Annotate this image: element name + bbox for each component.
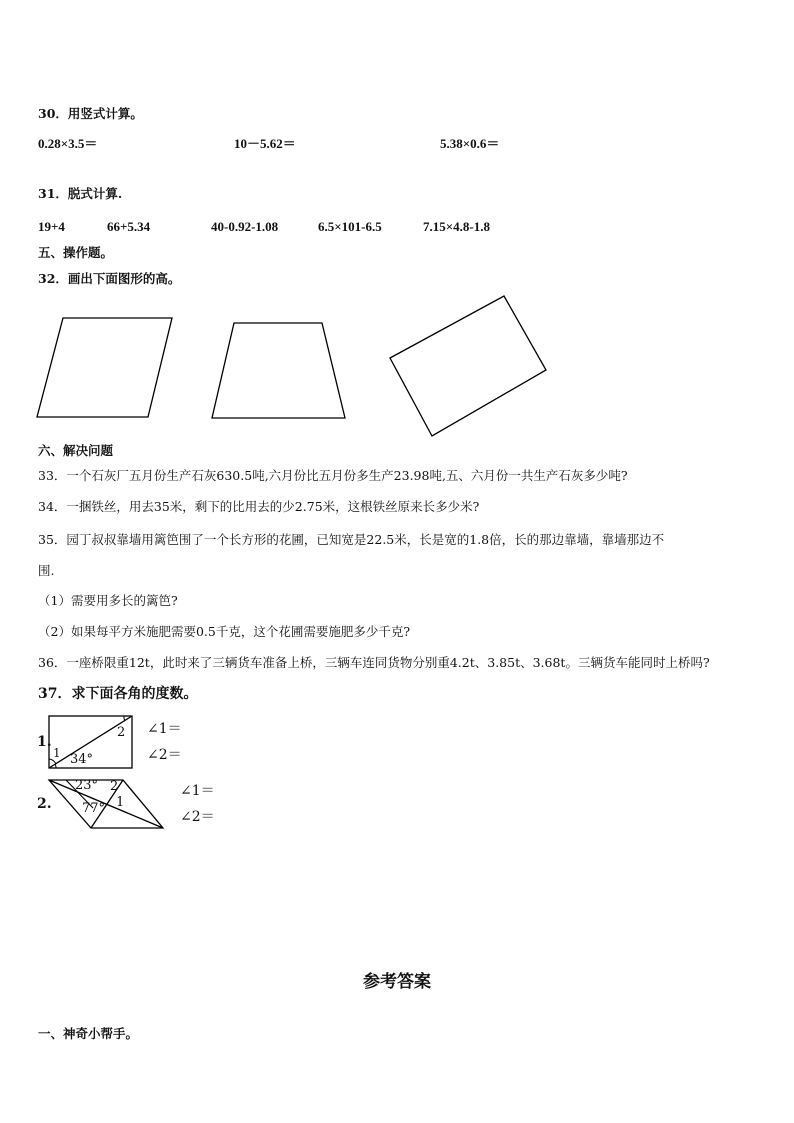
fig2-angle-23: 23° [75,778,99,793]
q31-item-3: 40-0.92-1.08 [211,219,279,234]
fig1-answer-2: ∠2＝ [147,747,182,763]
fig2-answer-1: ∠1＝ [180,783,215,799]
q30-item-2: 10－5.62＝ [234,136,296,151]
parallelogram-shape [37,318,172,417]
fig2-label-1: 1 [116,795,125,810]
q31-item-4: 6.5×101-6.5 [318,219,382,234]
section-6-heading: 六、解决问题 [38,443,114,458]
section-5-heading: 五、操作题。 [38,245,114,260]
q31-title: 31．脱式计算. [38,186,123,201]
fig1-angle-34: 34° [70,752,94,767]
fig1-label-2: 2 [117,725,126,740]
q30-title: 30．用竖式计算。 [38,106,143,121]
answers-title: 参考答案 [363,972,431,992]
fig2-label-2: 2 [110,779,119,794]
fig1-answer-1: ∠1＝ [147,721,182,737]
q31-item-5: 7.15×4.8-1.8 [423,219,490,234]
fig2-number: 2. [37,796,52,812]
angle-figure-2 [49,780,163,828]
q35-line-2: 围. [38,563,55,578]
rotated-rectangle-shape [390,296,546,436]
q37-title: 37．求下面各角的度数。 [38,686,198,702]
q35-sub-1: （1）需要用多长的篱笆? [38,593,178,608]
q31-item-1: 19+4 [38,219,65,234]
q33-text: 33．一个石灰厂五月份生产石灰630.5吨,六月份比五月份多生产23.98吨,五、六月份一共生产石灰多少吨? [38,468,628,483]
q35-sub-2: （2）如果每平方米施肥需要0.5千克，这个花圃需要施肥多少千克? [38,624,411,639]
answers-section-1: 一、神奇小帮手。 [38,1026,139,1041]
q30-item-1: 0.28×3.5＝ [38,136,98,151]
q30-item-3: 5.38×0.6＝ [440,136,500,151]
q31-item-2: 66+5.34 [107,219,151,234]
q32-title: 32．画出下面图形的高。 [38,271,181,286]
q35-line-1: 35．园丁叔叔靠墙用篱笆围了一个长方形的花圃，已知宽是22.5米，长是宽的1.8倍，长的那边靠墙，靠墙那边不 [38,532,665,547]
fig1-number: 1. [37,734,52,750]
q34-text: 34．一捆铁丝，用去35米，剩下的比用去的少2.75米，这根铁丝原来长多少米? [38,499,480,514]
q36-text: 36．一座桥限重12t，此时来了三辆货车准备上桥，三辆车连同货物分别重4.2t、3.85t、3.68t。三辆货车能同时上桥吗? [38,655,710,670]
fig1-label-1: 1 [53,746,61,760]
trapezoid-shape [212,323,345,418]
fig2-angle-77: 77° [82,801,106,816]
fig2-answer-2: ∠2＝ [180,809,215,825]
